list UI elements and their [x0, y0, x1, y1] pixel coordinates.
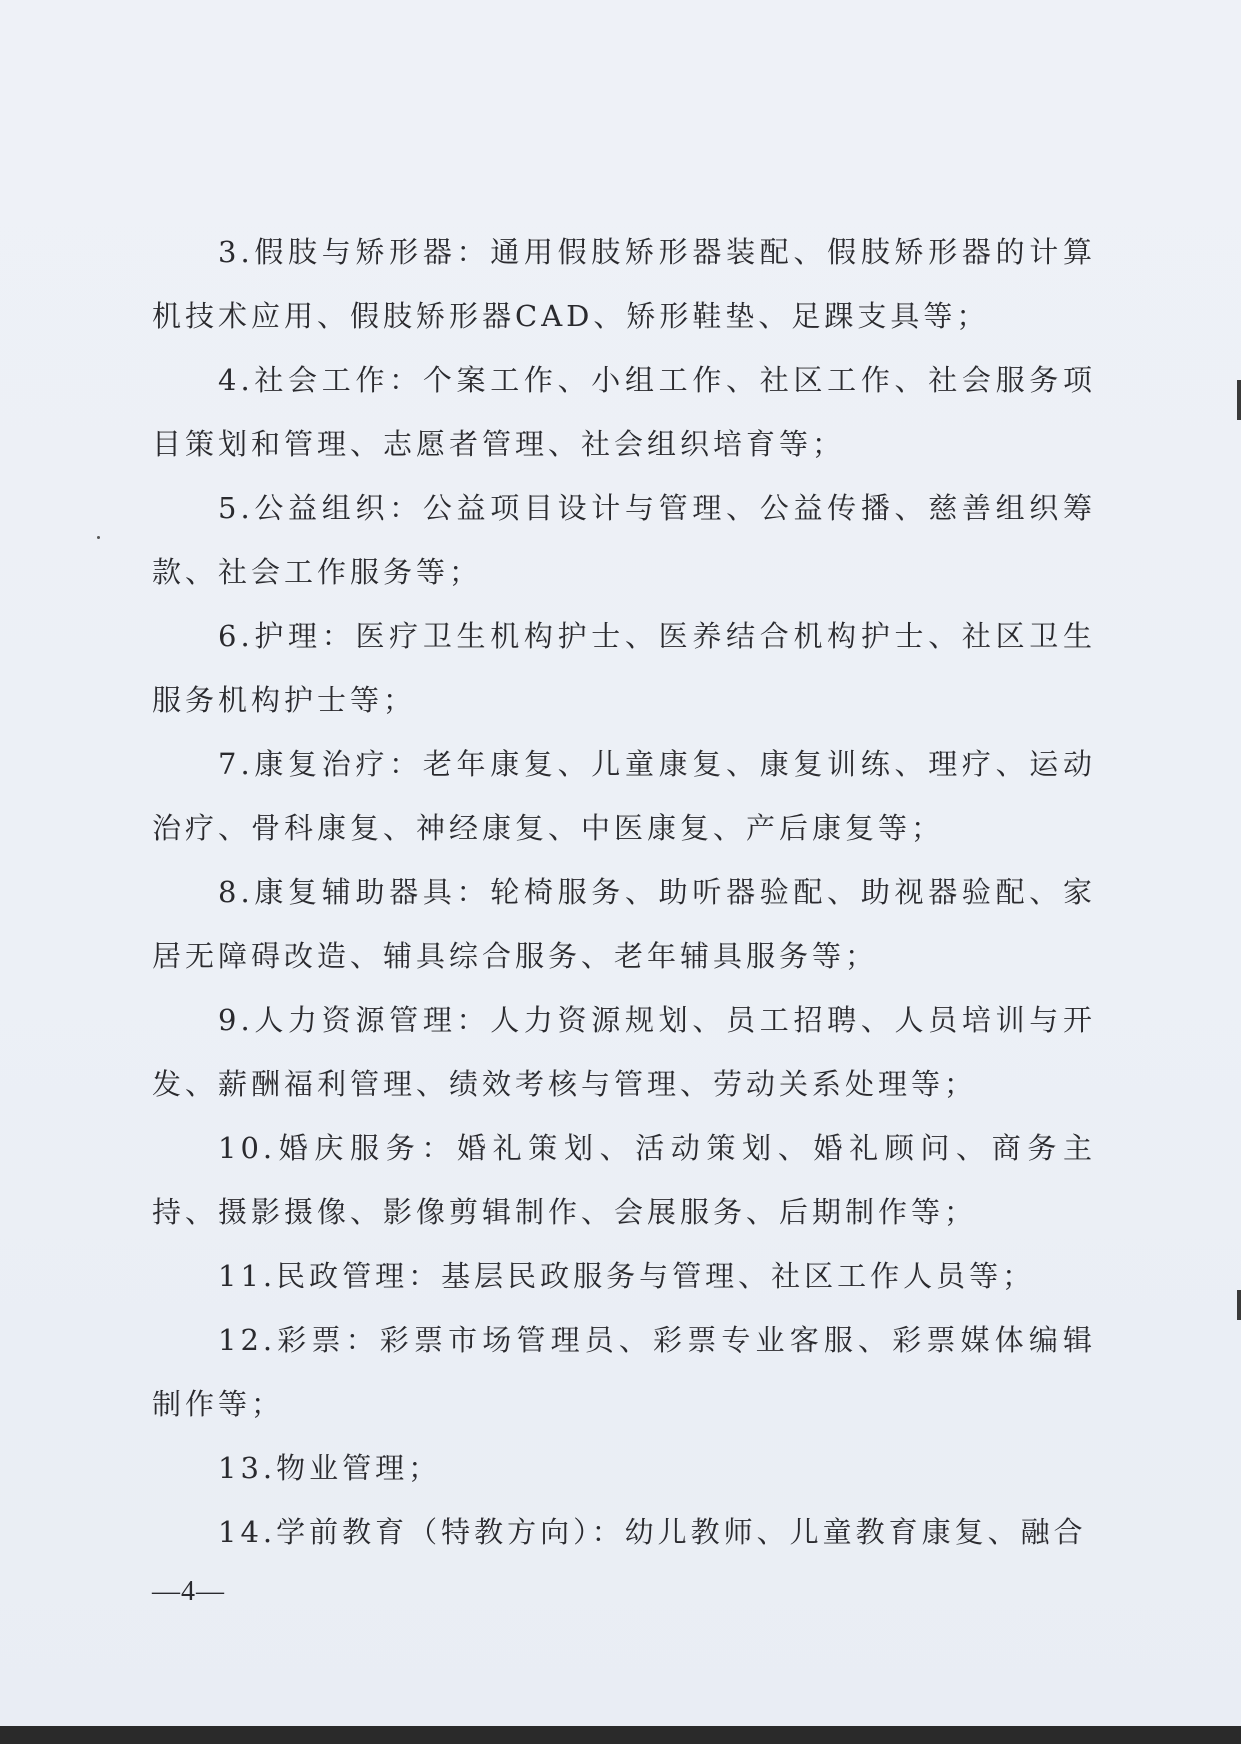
paragraph-item-11: 11.民政管理：基层民政服务与管理、社区工作人员等；	[218, 1259, 1036, 1293]
scan-bottom-edge	[0, 1726, 1241, 1744]
paragraph-item-10: 10.婚庆服务：婚礼策划、活动策划、婚礼顾问、商务主持、摄影摄像、影像剪辑制作、会展服务、后期制作等；	[152, 1131, 1096, 1229]
paragraph-item-12: 12.彩票：彩票市场管理员、彩票专业客服、彩票媒体编辑制作等；	[152, 1323, 1096, 1421]
scan-speck	[97, 536, 100, 539]
paragraph-item-7: 7.康复治疗：老年康复、儿童康复、康复训练、理疗、运动治疗、骨科康复、神经康复、中医康复、产后康复等；	[152, 747, 1096, 845]
document-body	[152, 220, 1096, 1564]
paragraph-item-13: 13.物业管理；	[218, 1451, 442, 1485]
page-number: —4—	[152, 1576, 225, 1607]
paragraph-item-8: 8.康复辅助器具：轮椅服务、助听器验配、助视器验配、家居无障碍改造、辅具综合服务、老年辅具服务等；	[152, 875, 1096, 973]
paragraph-item-3: 3.假肢与矫形器：通用假肢矫形器装配、假肢矫形器的计算机技术应用、假肢矫形器CAD、矫形鞋垫、足踝支具等；	[152, 235, 1096, 333]
scan-edge-mark	[1237, 1290, 1241, 1320]
paragraph-item-9: 9.人力资源管理：人力资源规划、员工招聘、人员培训与开发、薪酬福利管理、绩效考核与管理、劳动关系处理等；	[152, 1003, 1096, 1101]
paragraph-item-14: 14.学前教育（特教方向）：幼儿教师、儿童教育康复、融合	[218, 1515, 1087, 1549]
scan-edge-mark	[1237, 380, 1241, 420]
paragraph-item-6: 6.护理：医疗卫生机构护士、医养结合机构护士、社区卫生服务机构护士等；	[152, 619, 1096, 717]
paragraph-item-5: 5.公益组织：公益项目设计与管理、公益传播、慈善组织筹款、社会工作服务等；	[152, 491, 1096, 589]
paragraph-item-4: 4.社会工作：个案工作、小组工作、社区工作、社会服务项目策划和管理、志愿者管理、社会组织培育等；	[152, 363, 1096, 461]
